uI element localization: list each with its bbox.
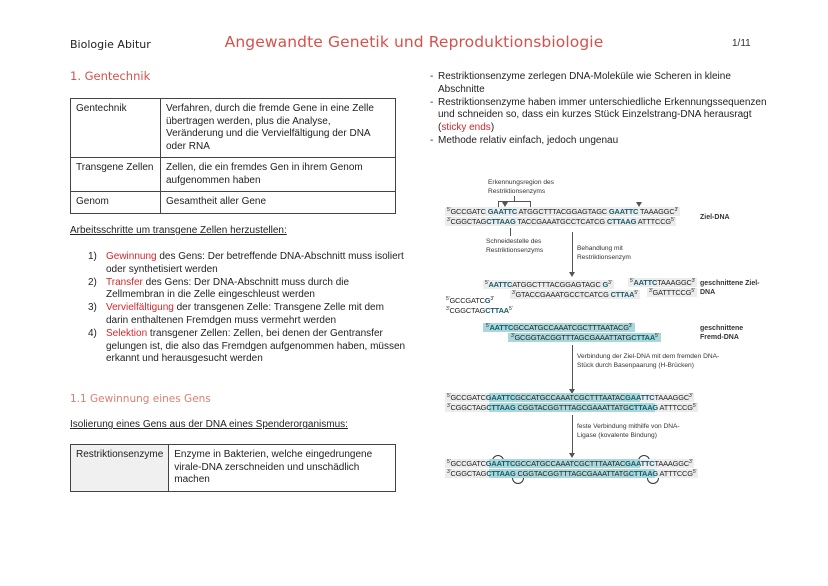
ziel-dna-label: Ziel-DNA (700, 214, 730, 221)
ziel-dna-top-strand: $^{5'}$GCCGATC GAATTC ATGGCTTTACGGAGTAGC GAATTC $TAAAGGC^{3'}$ (447, 207, 678, 216)
ligase-arrow-line (572, 415, 573, 453)
cut-site-pointer (510, 228, 511, 236)
ziel-dna-bottom-strand: $^{3'}$CGGCTAGCTTAAG TACCGAAATGCCTCATCG CTTAAG $ATTTCCG^{5'}$ (447, 217, 675, 226)
term-cell: Restriktionsenzyme (71, 445, 169, 492)
table-row (71, 99, 396, 158)
recognition-region-label: Erkennungsregion des Restriktionsenzyms (488, 179, 554, 195)
step-description: transgener Zellen: Zellen, bei denen der Gentransfer gelungen ist, die also das Fremdgen aufgenommen haben, müssen erkannt und herausgesucht werden (106, 327, 406, 365)
step-keyword: Gewinnung (106, 251, 157, 262)
ligated-top-strand: $^{5'}GCCGATCGAATTCGCCATGCCAAATCGCTTTAATACGAATTCTAAAGGC^{3'}$ (447, 459, 693, 468)
steps-title: Arbeitsschritte um transgene Zellen herzustellen: (70, 225, 287, 236)
bullet-dash: - (430, 71, 434, 82)
definitions-table (70, 98, 396, 214)
list-item (430, 71, 770, 97)
list-item (430, 135, 770, 148)
header-subject: Biologie Abitur (70, 38, 151, 51)
step-description: des Gens: Der DNA-Abschnitt muss durch die Zellmembran in die Zelle eingeschleust werden (106, 276, 350, 301)
cut-ziel-right-top: $^{5'}AATTCTAAAGGC^{3'}$ (630, 278, 696, 287)
bullet-dash: - (430, 96, 434, 108)
cut-site-label: Schneidestelle des Restriktionsenzyms (486, 238, 544, 254)
arrow-down-icon (569, 453, 575, 458)
list-item (430, 97, 770, 135)
arrow-down-icon (569, 272, 575, 277)
ligated-bottom-strand: $^{3'}$CGGCTAGCTTAAG CGGTACGGTTTAGCGAAATTATGCTTAAG $ATTTCCG^{5'}$ (447, 469, 697, 478)
step-description: der transgenen Zelle: Transgene Zelle mit dem darin enthaltenen Fremdgen muss vermehrt werden (106, 302, 384, 326)
list-item (88, 302, 408, 328)
list-item (88, 251, 408, 277)
ligation-arc-icon (512, 478, 524, 484)
section-heading-gentechnik: 1. Gentechnik (70, 69, 151, 83)
bullet-text (438, 97, 770, 135)
step-text (106, 328, 408, 366)
bullet-text: Methode relativ einfach, jedoch ungenau (438, 134, 619, 146)
step-description: des Gens: Der betreffende DNA-Abschnitt muss isoliert oder synthetisiert werden (106, 251, 404, 275)
cut-fremd-dna-label: geschnittene Fremd-DNA (700, 325, 744, 341)
table-row (71, 158, 396, 192)
bullet-text: Restriktionsenzyme zerlegen DNA-Moleküle wie Scheren in kleine Abschnitte (438, 71, 731, 95)
page-title: Angewandte Genetik und Reproduktionsbiologie (224, 33, 604, 51)
term-cell: Genom (71, 192, 161, 214)
treatment-label: Behandlung mit Restriktionsenzym (577, 245, 631, 261)
bracket-stem (514, 196, 515, 201)
ligation-arc-icon (647, 478, 659, 484)
bullet-text-main: Restriktionsenzyme haben immer unterschiedliche Erkennungssequenzen und schneiden so, dass ein kurzes Stück Einzelstrang-DNA herausragt ( (438, 96, 767, 134)
cut-ziel-right-bottom: $^{3'}GATTTCCG^{5'}$ (649, 288, 695, 297)
term-cell: Transgene Zellen (71, 158, 161, 192)
definition-cell: Gesamtheit aller Gene (161, 192, 396, 214)
cut-fremd-bottom: $^{3'}GCGGTACGGTTTAGCGAAATTATGCTTAA^{5'}$ (508, 333, 661, 342)
cut-ziel-dna-label: geschnittene Ziel-DNA (700, 280, 760, 296)
cut-ziel-left-top: $^{5'}GCCGATCG^{3'}$ (446, 296, 494, 305)
step-text (106, 251, 408, 277)
ligase-label: feste Verbindung mithilfe von DNA-Ligase (kovalente Bindung) (577, 423, 680, 439)
table-row (71, 445, 396, 492)
definition-cell: Zellen, die ein fremdes Gen in ihrem Genom aufgenommen haben (161, 158, 396, 192)
step-text (106, 302, 408, 328)
step-number: 4) (88, 327, 97, 339)
step-text (106, 277, 408, 303)
list-item (88, 277, 408, 303)
term-cell: Gentechnik (71, 99, 161, 158)
binding-arrow-line (572, 345, 573, 389)
steps-list (88, 251, 408, 366)
step-keyword: Transfer (106, 276, 143, 288)
joined-bottom-strand: $^{3'}$CGGCTAGCTTAAG CGGTACGGTTTAGCGAAATTATGCTTAAG $ATTTCCG^{5'}$ (447, 403, 697, 412)
cut-ziel-mid-top: $^{5'}$AATTCATGGCTTTACGGAGTAGC $G^{3'}$ (485, 280, 612, 289)
sticky-ends-highlight: sticky ends (441, 122, 491, 134)
binding-label: Verbindung der Ziel-DNA mit dem fremden DNA-Stück durch Basenpaarung (H-Brücken) (577, 353, 720, 369)
table-row (71, 192, 396, 214)
joined-top-strand: $^{5'}GCCGATCGAATTCGCCATGCCAAATCGCTTTAATACGAATTCTAAAGGC^{3'}$ (447, 393, 693, 402)
list-item (88, 328, 408, 366)
restriction-bullets (430, 71, 770, 148)
cut-ziel-mid-bottom: $^{3'}$GTACCGAAATGCCTCATCG $CTTAA^{5'}$ (512, 290, 638, 299)
cut-fremd-top: $^{5'}AATTCGCCATGCCAAATCGCTTTAATACG^{3'}$ (483, 323, 635, 332)
restriction-enzyme-table (70, 444, 396, 492)
bullet-text-after: ) (490, 122, 495, 134)
step-number: 2) (88, 276, 97, 288)
isolation-title: Isolierung eines Gens aus der DNA eines Spenderorganismus: (70, 419, 348, 430)
treatment-arrow-line (572, 232, 573, 272)
definition-cell: Verfahren, durch die fremde Gene in eine Zelle übertragen werden, plus die Analyse, Veränderung und die Vervielfältigung der DNA oder RNA (161, 99, 396, 158)
step-number: 3) (88, 302, 97, 314)
section-heading-gewinnung: 1.1 Gewinnung eines Gens (70, 393, 211, 405)
step-number: 1) (88, 251, 97, 262)
restriction-enzyme-diagram (440, 170, 770, 490)
step-keyword: Selektion (106, 327, 148, 339)
definition-cell: Enzyme in Bakterien, welche eingedrungene virale-DNA zerschneiden und unschädlich machen (169, 445, 396, 492)
bullet-dash: - (430, 134, 434, 146)
page-number: 1/11 (732, 38, 751, 49)
step-keyword: Vervielfältigung (106, 302, 174, 314)
cut-ziel-left-bottom: $^{3'}CGGCTAGCTTAA^{5'}$ (446, 306, 513, 315)
